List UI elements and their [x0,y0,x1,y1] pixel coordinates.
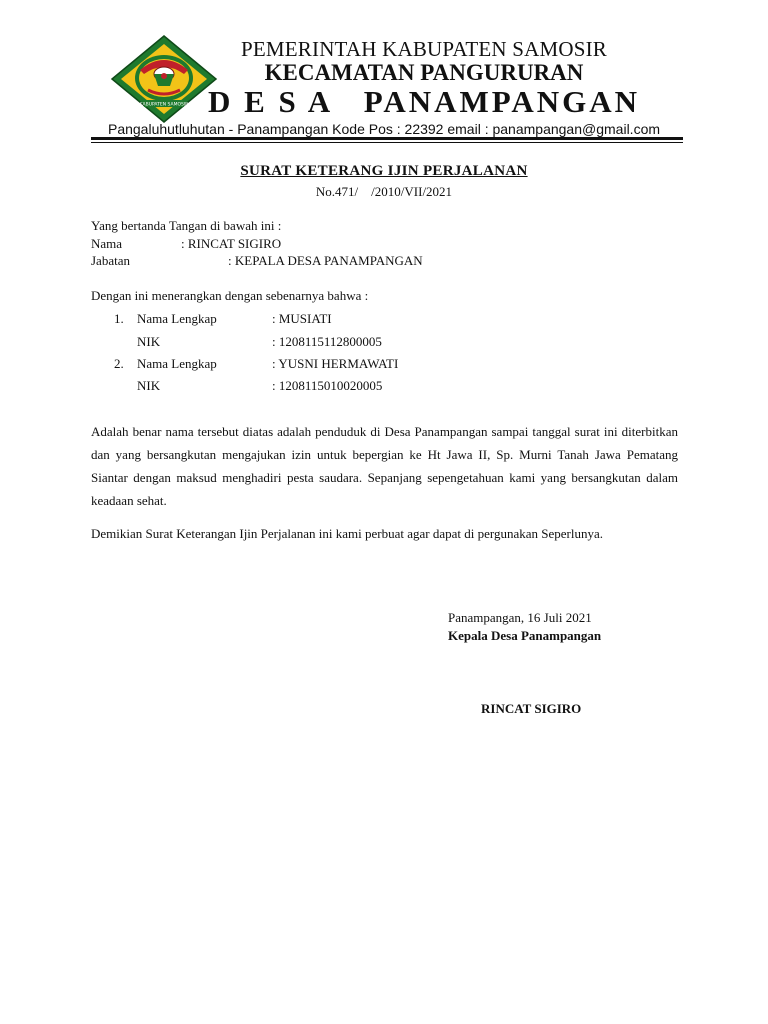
person-nik-value: : 1208115010020005 [272,378,383,393]
header-district: KECAMATAN PANGURURAN [264,60,584,85]
letter-number: No.471/ /2010/VII/2021 [315,184,453,199]
signatory-name-value: : RINCAT SIGIRO [181,236,282,251]
signature-title: Kepala Desa Panampangan [448,628,602,643]
header-rule-thick [91,137,683,140]
signature-place-date: Panampangan, 16 Juli 2021 [448,610,592,625]
signatory-name-label: Nama [91,236,123,251]
closing-paragraph: Demikian Surat Keterangan Ijin Perjalanan ini kami perbuat agar dapat di pergunakan Seperlunya. [91,526,603,541]
letter-title: SURAT KETERANG IJIN PERJALANAN [240,163,528,179]
statement-intro: Dengan ini menerangkan dengan sebenarnya bahwa : [91,288,369,303]
person-index: 2. [114,356,124,371]
header-government: PEMERINTAH KABUPATEN SAMOSIR [240,37,608,61]
person-name-value: : MUSIATI [272,311,332,326]
person-nik-label: NIK [137,378,161,393]
header-address: Pangaluhutluhutan - Panampangan Kode Pos : 22392 email : panampangan@gmail.com [107,121,661,137]
signatory-position-value: : KEPALA DESA PANAMPANGAN [228,253,423,268]
header-village: D E S A PANAMPANGAN [207,84,641,119]
person-name-label: Nama Lengkap [137,311,217,326]
body-paragraph: Adalah benar nama tersebut diatas adalah penduduk di Desa Panampangan sampai tanggal surat ini diterbitkan dan yang bersangkutan mengajukan izin untuk bepergian ke Ht Jawa II, Sp. Murni Tanah Jawa Pematang Siantar dengan maksud menghadiri pesta saudara. Sepanjang sepengetahuan kami yang bersangkutan dalam keadaan sehat. [91,424,678,508]
person-nik-label: NIK [137,334,161,349]
person-name-label: Nama Lengkap [137,356,217,371]
signatory-position-label: Jabatan [91,253,130,268]
signature-name: RINCAT SIGIRO [481,701,582,716]
person-name-value: : YUSNI HERMAWATI [272,356,399,371]
person-nik-value: : 1208115112800005 [272,334,382,349]
person-index: 1. [114,311,124,326]
svg-text:KABUPATEN SAMOSIR: KABUPATEN SAMOSIR [139,102,189,108]
signatory-intro: Yang bertanda Tangan di bawah ini : [91,218,282,233]
header-rule-thin [91,142,683,143]
